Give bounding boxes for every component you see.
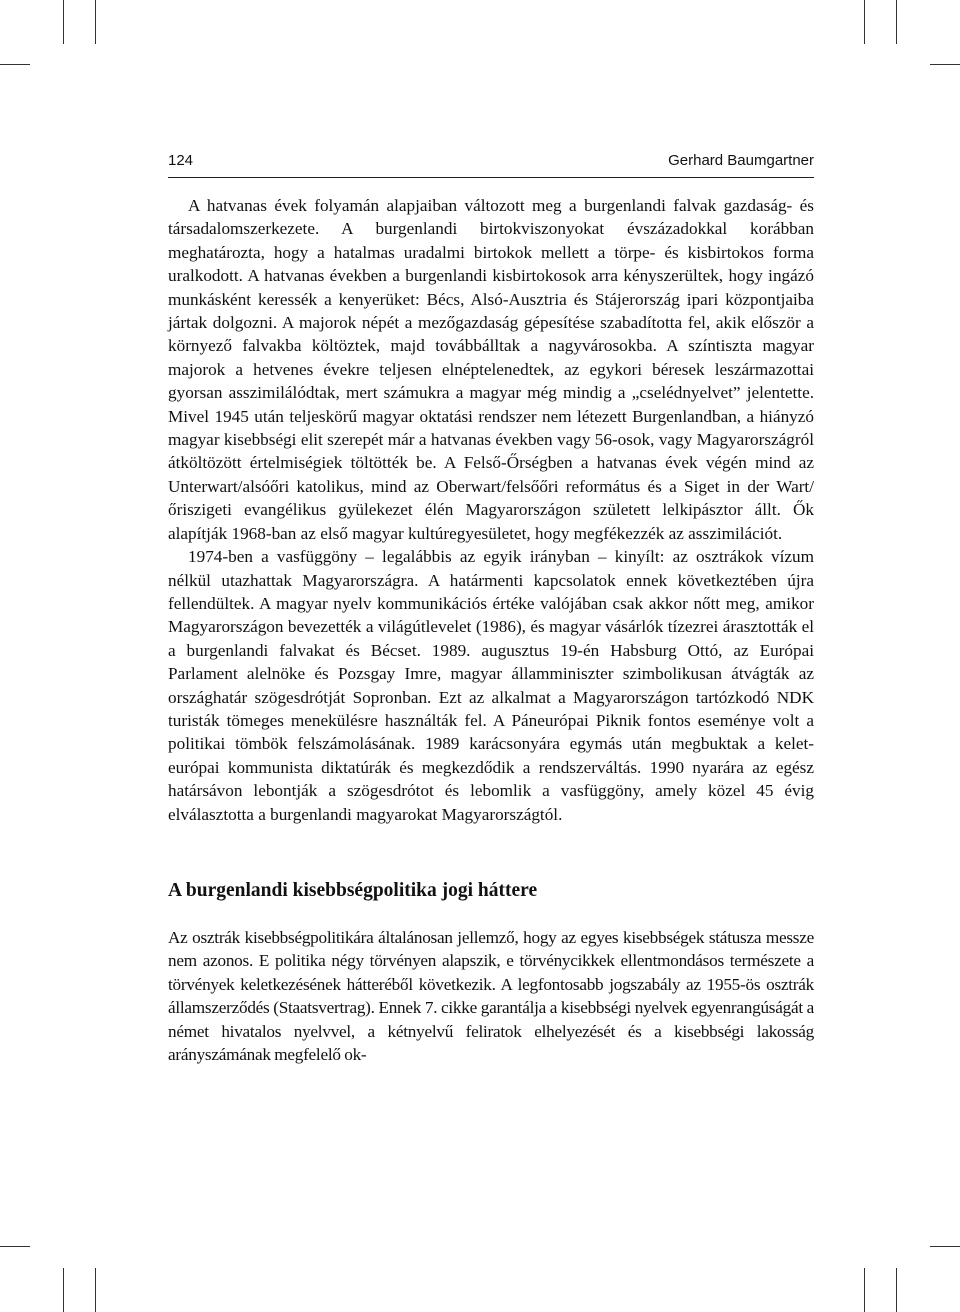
running-head-author: Gerhard Baumgartner	[668, 152, 814, 169]
crop-mark	[63, 1268, 64, 1312]
crop-mark	[95, 0, 96, 44]
crop-mark	[95, 1268, 96, 1312]
crop-mark	[896, 1268, 897, 1312]
crop-mark	[0, 64, 30, 65]
crop-mark	[0, 1246, 30, 1247]
running-header	[168, 152, 814, 176]
crop-mark	[930, 64, 960, 65]
crop-mark	[864, 0, 865, 44]
section-heading: A burgenlandi kisebbségpolitika jogi háttere	[168, 879, 538, 901]
crop-mark	[896, 0, 897, 44]
paragraph: A hatvanas évek folyamán alapjaiban változott meg a burgenlandi falvak gazdaság- és társadalomszerkezete. A burgenlandi birtokviszonyokat évszázadokkal korábban meghatározta, hogy a hatalmas uradalmi birtokok mellett a törpe- és kisbirtokos forma uralkodott. A hatvanas években a burgenlandi kisbirtokosok arra kényszerültek, hogy ingázó munkásként keressék a kenyerüket: Bécs, Alsó-Ausztria és Stájerország ipari központjaiba jártak dolgozni. A majorok népét a mezőgazdaság gépesítése szabadította fel, akik először a környező falvakba költöztek, majd továbbálltak a nagyvárosokba. A színtiszta magyar majorok a hetvenes évekre teljesen elnéptelenedtek, az egykori béresek leszármazottai gyorsan asszimilálódtak, mert számukra a magyar még mindig a „cselédnyelvet” jelentette. Mivel 1945 után teljeskörű magyar oktatási rendszer nem létezett Burgenlandban, a hiányzó magyar kisebbségi elit szerepét már a hatvanas években vagy 56-osok, vagy Magyarországról átköltözött értelmiségiek töltötték be. A Felső-Őrségben a hatvanas évek végén mind az Unterwart/alsóőri katolikus, mind az Oberwart/felsőőri református és a Siget in der Wart/őriszigeti evangélikus gyülekezet élén Magyarországon született lelkipásztor állt. Ők alapítják 1968-ban az első magyar kultúregyesületet, hogy megfékezzék az asszimilációt.	[168, 196, 814, 543]
paragraph: 1974-ben a vasfüggöny – legalábbis az egyik irányban – kinyílt: az osztrákok vízum nélkül utazhattak Magyarországra. A határmenti kapcsolatok ennek következtében újra fellendültek. A magyar nyelv kommunikációs értéke valójában csak akkor nőtt meg, amikor Magyarországon bevezették a világútlevelet (1986), és magyar vásárlók tízezrei árasztották el a burgenlandi falvakat és Bécset. 1989. augusztus 19-én Habsburg Ottó, az Európai Parlament alelnöke és Pozsgay Imre, magyar államminiszter szimbolikusan átvágták az országhatár szögesdrótját Sopronban. Ezt az alkalmat a Magyarországon tartózkodó NDK turisták tömeges menekülésre használták fel. A Páneurópai Piknik fontos eseménye volt a politikai tömbök felszámolásának. 1989 karácsonyára egymás után megbuktak a kelet-európai kommunista diktatúrák és megkezdődik a rendszerváltás. 1990 nyarára az egész határsávon lebontják a szögesdrótot és lebomlik a vasfüggöny, amely közel 45 évig elválasztotta a burgenlandi magyarokat Magyarországtól.	[168, 547, 814, 824]
body-text	[168, 194, 814, 1066]
crop-mark	[864, 1268, 865, 1312]
paragraph: Az osztrák kisebbségpolitikára általánosan jellemző, hogy az egyes kisebbségek státusza messze nem azonos. E politika négy törvényen alapszik, e törvénycikkek ellentmondásos természete a törvények keletkezésének hátteréből következik. A legfontosabb jogszabály az 1955-ös osztrák államszerződés (Staatsvertrag). Ennek 7. cikke garantálja a kisebbségi nyelvek egyenrangúságát a német hivatalos nyelvvel, a kétnyelvű feliratok elhelyezését és a kisebbségi lakosság arányszámának megfelelő ok-	[168, 927, 814, 1064]
header-rule	[168, 177, 814, 178]
page-number: 124	[168, 152, 194, 169]
crop-mark	[63, 0, 64, 44]
crop-mark	[930, 1246, 960, 1247]
